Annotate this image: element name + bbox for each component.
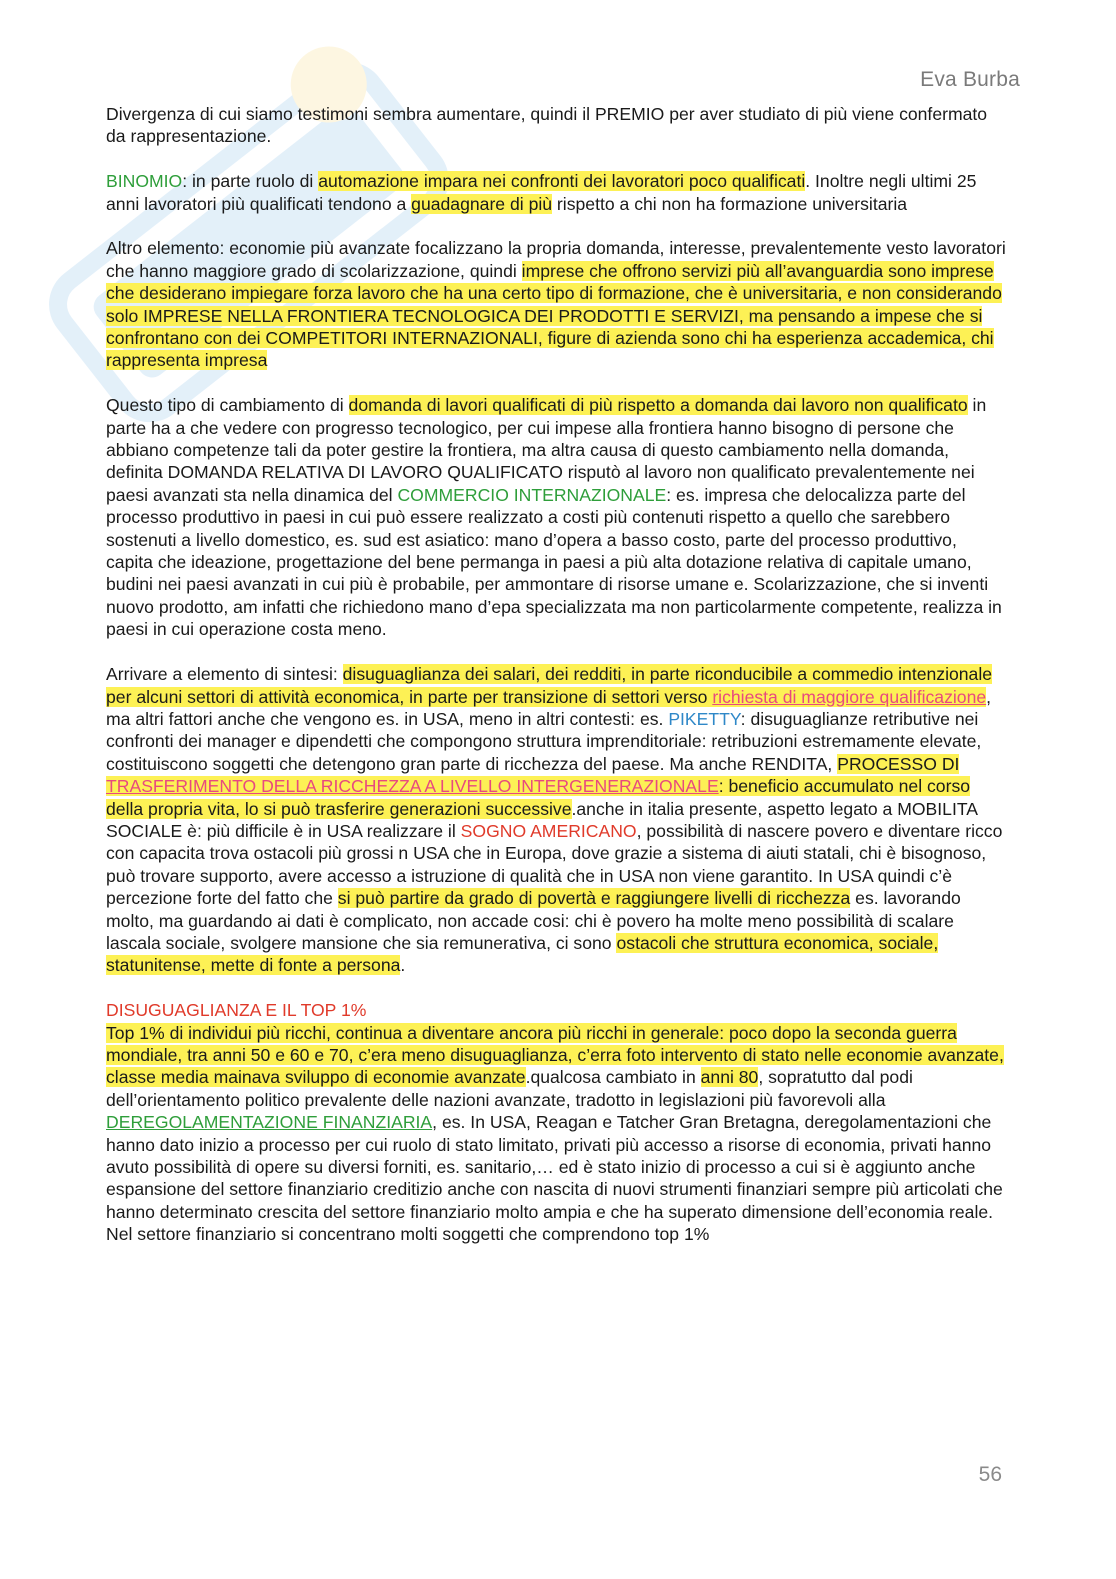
- text-run: .anche in italia presente, aspetto legato a MOBILITA SOCIALE è: più difficile è in USA realizzare il: [106, 798, 978, 841]
- page-number: 56: [978, 1463, 1002, 1486]
- text-run: Arrivare a elemento di sintesi:: [106, 664, 343, 685]
- text-run: , es. In USA, Reagan e Tatcher Gran Bretagna, deregolamentazioni che hanno dato inizio a processo per cui ruolo di stato limitato, privati più accesso a risorse di economia, privati hanno avuto possibilità di opere su diversi forniti, es. sanitario,… ed è stato inizio di processo a cui si è aggiunto anche espansione del settore finanziario creditizio anche con nascita di nuovi strumenti finanziari sempre più articolati che hanno determinato crescita del settore finanziario molto ampia e che ha superato dimensione dell’economia reale. Nel settore finanziario si concentrano molti soggetti che comprendono top 1%: [106, 1112, 1003, 1245]
- paragraph-binomio: [106, 170, 1006, 215]
- highlight: ostacoli che struttura economica, sociale, statunitense, mette di fonte a persona: [106, 932, 939, 976]
- highlight: guadagnare di più: [411, 193, 553, 214]
- highlight: disuguaglianza dei salari, dei redditi, in parte riconducibile a commedio intenzionale per alcuni settori di attività economica, in parte per transizione di settori verso: [106, 664, 993, 707]
- text-run: es. lavorando molto, ma guardando ai dati è complicato, non accade cosi: chi è povero ha molte meno possibilità di scalare lascala sociale, svolgere mansione che sia remunerativa, ci sono: [106, 888, 961, 953]
- section-heading: DISUGUAGLIANZA E IL TOP 1%: [106, 1000, 367, 1021]
- text-run: rispetto a chi non ha formazione universitaria: [552, 193, 908, 214]
- text-run: Questo tipo di cambiamento di: [106, 395, 349, 416]
- highlight: PROCESSO DI: [837, 753, 960, 774]
- paragraph-premio: [106, 103, 1006, 148]
- paragraph-top-1-percent: [106, 999, 1006, 1245]
- text-run: .: [400, 955, 406, 976]
- text-run: : es. impresa che delocalizza parte del processo produttivo in paesi in cui può essere realizzato a costi più contenuti rispetto a quello che sarebbero sostenuti a livello domestico, es. sud est asiatico: mano d’opera a basso costo, parte del processo produttivo, capita che ideazione, progettazione del bene permanga in paesi a più alta dotazione relativa di capitale umano, budini nei paesi avanzati in cui più è probabile, per ammontare di risorse umane e. Scolarizzazione, che si inventi nuovo prodotto, am infatti che richiedono mano d’epa specializzata ma non particolarmente competente, realizza in paesi in cui operazione costa meno.: [106, 484, 1002, 640]
- text-run: : in parte ruolo di: [182, 171, 319, 192]
- text-run: Divergenza di cui siamo testimoni sembra aumentare, quindi il PREMIO per aver studiato di più viene confermato da rappresentazione.: [106, 104, 988, 147]
- highlight: imprese che offrono servizi più all’avanguardia sono imprese che desiderano impiegare forza lavoro che ha una certo tipo di formazione, che è universitaria, e non considerando solo IMPRESE NELLA FRONTIERA TECNOLOGICA DEI PRODOTTI E SERVIZI, ma pensando a impese che si confrontano con dei COMPETITORI INTERNAZIONALI, figure di azienda sono chi ha esperienza accademica, chi rappresenta impresa: [106, 260, 1002, 371]
- term-binomio: BINOMIO: [106, 171, 183, 192]
- header-author: Eva Burba: [920, 68, 1020, 91]
- link-richiesta-qualificazione[interactable]: richiesta di maggiore qualificazione: [712, 686, 987, 707]
- highlight: : beneficio accumulato nel corso della propria vita, lo si può trasferire generazioni successive: [106, 776, 971, 819]
- term-commercio-internazionale: COMMERCIO INTERNAZIONALE: [397, 484, 667, 505]
- term-sogno-americano: SOGNO AMERICANO: [460, 820, 637, 841]
- highlight: si può partire da grado di povertà e raggiungere livelli di ricchezza: [337, 888, 851, 909]
- link-trasferimento-ricchezza[interactable]: TRASFERIMENTO DELLA RICCHEZZA A LIVELLO INTERGENERAZIONALE: [106, 776, 719, 797]
- link-deregolamentazione-finanziaria[interactable]: DEREGOLAMENTAZIONE FINANZIARIA: [106, 1112, 433, 1133]
- highlight: automazione impara nei confronti dei lavoratori poco qualificati: [318, 171, 806, 192]
- text-run: , ma altri fattori anche che vengono es. in USA, meno in altri contesti: es.: [106, 686, 992, 729]
- term-piketty: PIKETTY: [668, 708, 741, 729]
- paragraph-cambiamento-domanda: [106, 394, 1006, 640]
- text-run: . Inoltre negli ultimi 25 anni lavoratori più qualificati tendono a: [106, 171, 977, 214]
- text-run: in parte ha a che vedere con progresso tecnologico, per cui impese alla frontiera hanno bisogno di persone che abbiano competenze tali da poter gestire la frontiera, ma altra causa di questo cambiamento nella domanda, definita DOMANDA RELATIVA DI LAVORO QUALIFICATO risputò al lavoro non qualificato prevalentemente nei paesi avanzati sta nella dinamica del: [106, 395, 987, 505]
- text-run: , possibilità di nascere povero e diventare ricco con capacita trova ostacoli più grossi n USA che in Europa, dove grazie a sistema di aiuti statali, chi è bisognoso, può trovare supporto, avere accesso a istruzione di qualità che in USA non viene garantito. In USA quindi c’è percezione forte del fatto che: [106, 820, 1003, 909]
- document-body: [106, 103, 1006, 1268]
- highlight: anni 80: [700, 1067, 759, 1088]
- text-run: : disuguaglianze retributive nei confronti dei manager e dipendetti che compongono struttura imprenditoriale: retribuzioni estremamente elevate, costituiscono soggetti che detengono gran parte di ricchezza del paese. Ma anche RENDITA,: [106, 708, 982, 774]
- text-run: , sopratutto dal podi dell’orientamento politico prevalente delle nazioni avanzate, tradotto in legislazioni più favorevoli alla: [106, 1067, 913, 1110]
- paragraph-altro-elemento: [106, 237, 1006, 371]
- highlight: domanda di lavori qualificati di più rispetto a domanda dai lavoro non qualificato: [348, 395, 968, 416]
- highlight: Top 1% di individui più ricchi, continua a diventare ancora più ricchi in generale: poco dopo la seconda guerra mondiale, tra anni 50 e 60 e 70, c’era meno disuguaglianza, c’erra foto intervento di stato nelle economie avanzate, classe media mainava sviluppo di economie avanzate: [106, 1022, 1004, 1088]
- paragraph-sintesi: [106, 663, 1006, 977]
- text-run: .qualcosa cambiato in: [525, 1067, 701, 1088]
- text-run: Altro elemento: economie più avanzate focalizzano la propria domanda, interesse, prevalentemente vesto lavoratori che hanno maggiore grado di scolarizzazione, quindi: [106, 238, 1006, 281]
